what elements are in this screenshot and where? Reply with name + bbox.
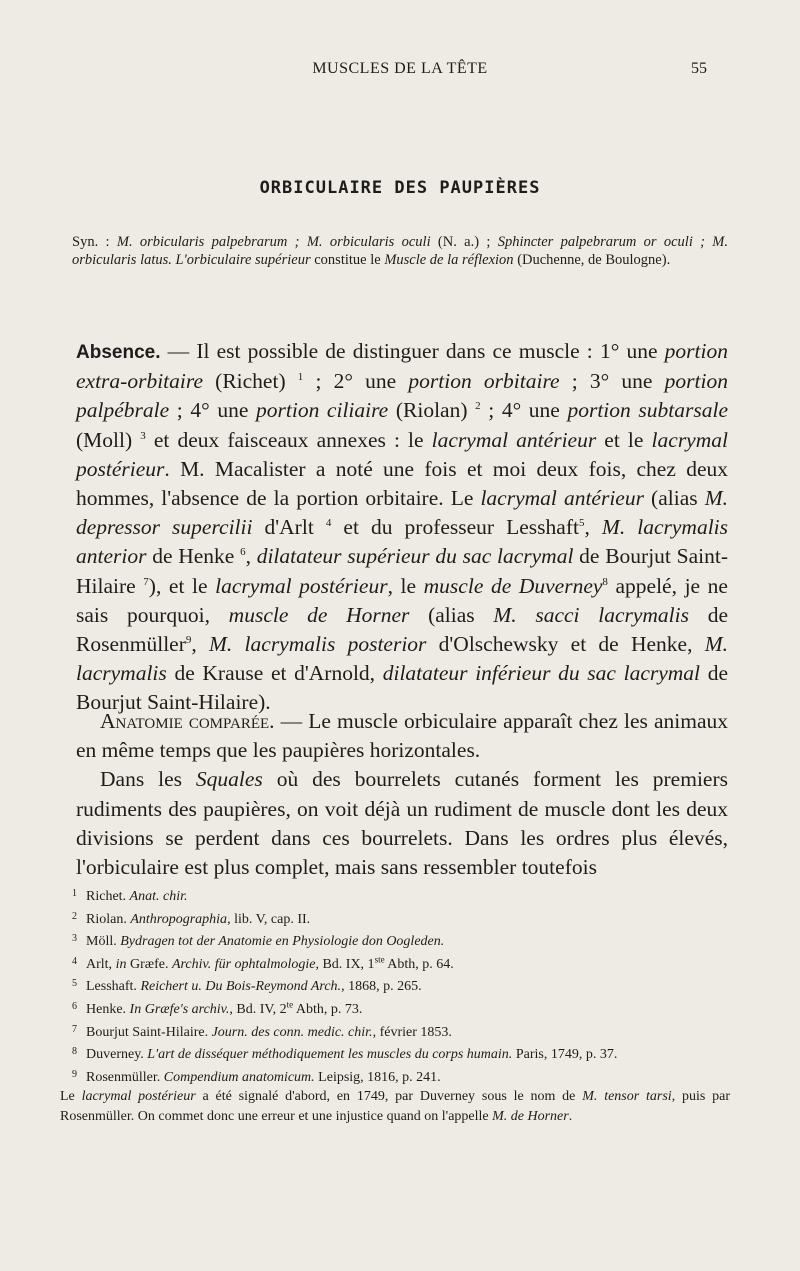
footnote-ref: 4 bbox=[325, 517, 332, 530]
text-run: . M. Macalister a noté une fois et moi deux fois, chez deux hommes, l'absence de la portion orbitaire. Le bbox=[76, 456, 728, 511]
text-run: M. sacci lacrymalis bbox=[493, 602, 689, 627]
comparative-anatomy-paragraph bbox=[76, 707, 728, 765]
text-run: Anat. chir. bbox=[129, 889, 188, 904]
text-run: de Bourjut Saint-Hilaire). bbox=[76, 661, 728, 715]
comparative-anatomy-section bbox=[76, 707, 728, 882]
text-run: d'Arlt bbox=[252, 515, 326, 540]
footnote-number: 4 bbox=[72, 955, 77, 967]
footnotes bbox=[60, 884, 730, 1127]
text-run: , Bd. IV, 2 bbox=[229, 1001, 287, 1017]
text-run: Rosenmüller. bbox=[86, 1069, 164, 1085]
running-title: MUSCLES DE LA TÊTE bbox=[312, 60, 488, 77]
text-run: , puis par Rosenmüller. On commet donc une erreur et une injustice quand on l'appelle bbox=[60, 1089, 731, 1124]
footnote-number: 7 bbox=[72, 1023, 77, 1035]
footnote-2 bbox=[60, 907, 730, 930]
text-run: Richet. bbox=[86, 889, 130, 904]
text-run: M. lacrymalis anterior bbox=[76, 515, 729, 569]
footnote-ref: te bbox=[286, 999, 294, 1010]
text-run: Bourjut Saint-Hilaire. bbox=[86, 1024, 212, 1040]
text-run: (N. a.) ; bbox=[430, 234, 498, 250]
text-run: Compendium anatomicum. bbox=[163, 1069, 315, 1085]
section-title: ORBICULAIRE DES PAUPIÈRES bbox=[259, 178, 541, 198]
text-run: (Duchenne, de Boulogne). bbox=[513, 251, 671, 268]
footnote-number: 1 bbox=[72, 888, 77, 899]
footnote-number: 3 bbox=[72, 933, 77, 945]
text-run: M. de Horner bbox=[492, 1108, 569, 1124]
footnote-ref: 6 bbox=[240, 546, 246, 559]
text-run: portion subtarsale bbox=[567, 398, 728, 423]
absence-section bbox=[76, 337, 728, 718]
text-run: — Le muscle orbiculaire apparaît chez les animaux en même temps que les paupières horizontales. bbox=[76, 709, 728, 763]
footnote-7 bbox=[60, 1020, 730, 1043]
synonyms-block bbox=[72, 234, 728, 269]
text-run: Græfe. bbox=[126, 956, 172, 972]
text-run: , lib. V, cap. II. bbox=[227, 911, 311, 927]
footnote-number: 5 bbox=[72, 978, 77, 990]
text-run: , 1868, p. 265. bbox=[341, 979, 422, 995]
text-run: ), et le bbox=[148, 573, 216, 598]
footnote-5 bbox=[60, 974, 730, 997]
text-run: lacrymal antérieur bbox=[431, 427, 597, 452]
text-run: Reichert u. Du Bois-Reymond Arch. bbox=[140, 979, 342, 995]
footnote-number: 6 bbox=[72, 1000, 77, 1012]
text-run: de Henke bbox=[146, 544, 241, 569]
text-run: Arlt, bbox=[86, 956, 116, 972]
text-run: muscle de Horner bbox=[228, 602, 410, 627]
text-run: ; 3° une bbox=[559, 369, 665, 394]
text-run: — Il est possible de distinguer dans ce muscle : 1° une bbox=[160, 339, 665, 363]
text-run: muscle de Duverney bbox=[423, 573, 603, 598]
footnote-6 bbox=[60, 997, 730, 1020]
footnote-ref: ste bbox=[374, 954, 385, 965]
footnote-8 bbox=[60, 1042, 730, 1065]
text-run: constitue le bbox=[310, 251, 385, 268]
squales-paragraph bbox=[76, 765, 728, 882]
text-run: , le bbox=[387, 573, 424, 598]
text-run: , bbox=[584, 515, 602, 540]
text-run: dilatateur supérieur du sac lacrymal bbox=[256, 544, 574, 569]
text-run: M. lacrymalis posterior bbox=[209, 632, 427, 657]
text-run: a été signalé d'abord, en 1749, par Duverney sous le nom de bbox=[195, 1089, 583, 1105]
text-run: (Richet) bbox=[202, 369, 298, 394]
text-run: et le bbox=[596, 427, 652, 452]
footnote-1 bbox=[60, 884, 730, 907]
footnote-9 bbox=[60, 1065, 730, 1088]
text-run: de Rosenmüller bbox=[76, 602, 728, 657]
text-run: lacrymal antérieur bbox=[480, 486, 644, 511]
text-run: . bbox=[568, 1108, 573, 1124]
text-run: de Krause et d'Arnold, bbox=[166, 661, 383, 686]
text-run: Muscle de la réflexion bbox=[384, 251, 514, 268]
text-run: portion orbitaire bbox=[408, 369, 560, 394]
text-run: (alias bbox=[409, 602, 494, 627]
text-run: portion extra-orbitaire bbox=[76, 339, 728, 394]
footnote-ref: 8 bbox=[602, 575, 608, 588]
text-run: , bbox=[191, 632, 210, 657]
synonyms-paragraph bbox=[72, 234, 728, 269]
footnote-ref: 7 bbox=[143, 575, 149, 588]
text-run: Journ. des conn. medic. chir. bbox=[211, 1024, 373, 1040]
footnote-number: 8 bbox=[72, 1046, 77, 1058]
text-run: M. tensor tarsi bbox=[582, 1089, 672, 1105]
text-run: , bbox=[245, 544, 257, 569]
text-run: Henke. bbox=[86, 1001, 130, 1017]
text-run: lacrymal postérieur bbox=[76, 427, 728, 481]
text-run: M. depressor supercilii bbox=[76, 486, 728, 540]
footnote-ref: 3 bbox=[140, 429, 146, 442]
text-run: appelé, je ne sais pourquoi, bbox=[76, 573, 728, 627]
text-run: L'art de disséquer méthodiquement les muscles du corps humain. bbox=[147, 1047, 513, 1063]
text-run: in bbox=[115, 956, 127, 972]
text-run: (Riolan) bbox=[388, 398, 476, 423]
text-run: lacrymal postérieur bbox=[215, 573, 388, 598]
text-run: Le bbox=[60, 1089, 82, 1105]
footnote-3 bbox=[60, 929, 730, 952]
footnote-4 bbox=[60, 952, 730, 975]
text-run: Bydragen tot der Anatomie en Physiologie don Oogleden. bbox=[120, 934, 445, 950]
text-run: Leipsig, 1816, p. 241. bbox=[314, 1069, 441, 1085]
text-run: M. orbicularis palpebrarum ; M. orbicularis oculi bbox=[116, 234, 431, 250]
footnote-list bbox=[60, 884, 730, 1087]
text-run: ; 2° une bbox=[303, 369, 409, 394]
text-run: Archiv. für ophtalmologie bbox=[171, 956, 316, 972]
text-run: et du professeur Lesshaft bbox=[331, 515, 579, 540]
text-run: Sphincter palpebrarum or oculi ; M. orbicularis latus. L'orbiculaire supérieur bbox=[72, 234, 729, 268]
text-run: Abth, p. 64. bbox=[384, 956, 454, 972]
text-run: Duverney. bbox=[86, 1047, 148, 1063]
run-in-heading: Anatomie comparée. bbox=[100, 709, 275, 733]
footnote-ref: 9 bbox=[185, 633, 192, 646]
text-run: , février 1853. bbox=[372, 1024, 452, 1040]
text-run: (Moll) bbox=[76, 427, 141, 452]
text-run: Squales bbox=[195, 767, 263, 792]
footnote-number: 9 bbox=[72, 1068, 77, 1080]
text-run: ; 4° une bbox=[480, 398, 568, 423]
footnote-number: 2 bbox=[72, 910, 77, 922]
run-in-heading: Absence. bbox=[76, 342, 161, 363]
text-run: Riolan. bbox=[86, 911, 131, 927]
text-run: Paris, 1749, p. 37. bbox=[512, 1047, 618, 1063]
footnote-ref: 2 bbox=[475, 400, 481, 413]
text-run: lacrymal postérieur bbox=[81, 1089, 196, 1105]
text-run: ; 4° une bbox=[169, 398, 256, 423]
text-run: Abth, p. 73. bbox=[293, 1001, 363, 1017]
text-run: et deux faisceaux annexes : le bbox=[145, 427, 432, 452]
text-run: M. lacrymalis bbox=[76, 632, 729, 686]
text-run: , Bd. IX, 1 bbox=[315, 956, 375, 972]
footnote-ref: 5 bbox=[578, 517, 585, 530]
page-header bbox=[0, 60, 800, 84]
text-run: (alias bbox=[643, 486, 705, 511]
text-run: dilatateur inférieur du sac lacrymal bbox=[382, 661, 701, 686]
footnote-continuation bbox=[60, 1087, 730, 1126]
text-run: de Bourjut Saint-Hilaire bbox=[76, 544, 728, 598]
page-number: 55 bbox=[691, 60, 707, 77]
footnote-ref: 1 bbox=[297, 371, 304, 384]
text-run: Syn. : bbox=[72, 234, 117, 250]
text-run: portion palpébrale bbox=[76, 369, 728, 423]
text-run: In Græfe's archiv. bbox=[129, 1001, 230, 1017]
text-run: où des bourrelets cutanés forment les premiers rudiments des paupières, on voit déjà un rudiment de muscle dont les deux divisions se perdent dans ces bourrelets. Dans les ordres plus élevés, l'orbiculaire est plus complet, mais sans ressembler toutefois bbox=[76, 767, 728, 880]
text-run: Anthropographia bbox=[130, 911, 228, 927]
absence-paragraph bbox=[76, 337, 728, 718]
text-run: Lesshaft. bbox=[86, 979, 141, 995]
text-run: Dans les bbox=[100, 767, 196, 792]
text-run: d'Olschewsky et de Henke, bbox=[426, 632, 705, 657]
text-run: portion ciliaire bbox=[256, 398, 389, 423]
text-run: Möll. bbox=[86, 934, 121, 950]
